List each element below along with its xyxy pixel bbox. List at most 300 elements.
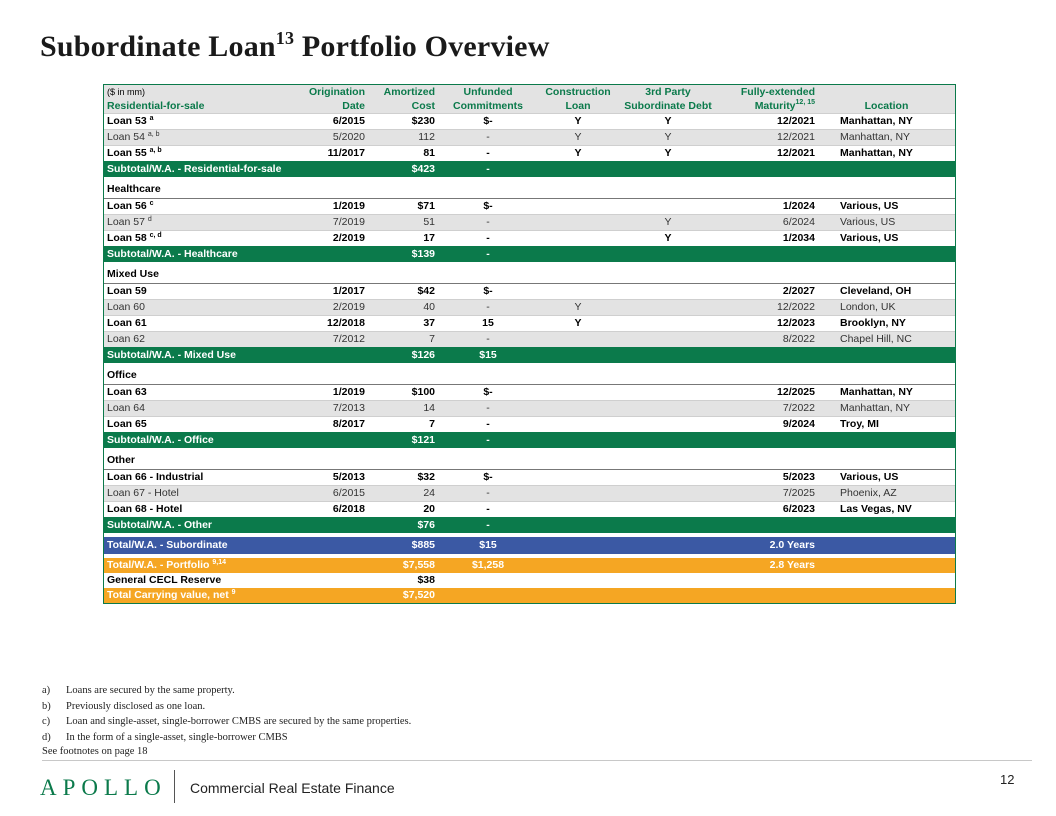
footnote-text: Loans are secured by the same property. bbox=[66, 685, 235, 696]
loan-footnote-ref: a, b bbox=[147, 131, 160, 138]
amortized-cost: $71 bbox=[368, 199, 438, 215]
footnote bbox=[42, 716, 411, 727]
construction-flag bbox=[538, 470, 618, 486]
loan-name-text: Loan 59 bbox=[107, 285, 147, 297]
footnote-text: Previously disclosed as one loan. bbox=[66, 700, 206, 712]
empty-cell bbox=[368, 448, 438, 470]
loan-name bbox=[104, 199, 294, 215]
loan-footnote-ref: c, d bbox=[149, 232, 162, 239]
page-title bbox=[40, 30, 550, 64]
construction-flag: Y bbox=[538, 114, 618, 130]
location: Various, US bbox=[818, 470, 955, 486]
origination-date: 7/2013 bbox=[294, 401, 368, 417]
unfunded-commitment: - bbox=[438, 486, 538, 502]
loan-name-text: Loan 58 bbox=[107, 232, 147, 244]
col-sub-debt: Subordinate Debt bbox=[618, 99, 718, 114]
col-loan: Loan bbox=[538, 99, 618, 114]
empty-cell bbox=[818, 177, 955, 199]
footer-tagline: Commercial Real Estate Finance bbox=[190, 780, 395, 796]
third-party-flag: Y bbox=[618, 215, 718, 231]
maturity-date: 5/2023 bbox=[718, 470, 818, 486]
subtotal-label: Subtotal/W.A. - Healthcare bbox=[104, 246, 294, 262]
construction-flag bbox=[538, 401, 618, 417]
see-footnotes: See footnotes on page 18 bbox=[42, 746, 148, 757]
origination-date: 7/2012 bbox=[294, 332, 368, 348]
loan-name-text: Loan 55 bbox=[107, 147, 147, 159]
origination-date: 12/2018 bbox=[294, 316, 368, 332]
unfunded-commitment: $- bbox=[438, 199, 538, 215]
table-row bbox=[104, 502, 955, 518]
subtotal-label: Subtotal/W.A. - Residential-for-sale bbox=[104, 161, 294, 177]
empty-cell bbox=[618, 558, 718, 573]
empty-cell bbox=[818, 347, 955, 363]
empty-cell bbox=[718, 432, 818, 448]
header-row-2 bbox=[104, 99, 955, 114]
empty-cell bbox=[618, 262, 718, 284]
third-party-flag: Y bbox=[618, 231, 718, 247]
empty-cell bbox=[618, 347, 718, 363]
table-row bbox=[104, 316, 955, 332]
empty-cell bbox=[818, 588, 955, 603]
subtotal-unfunded: - bbox=[438, 246, 538, 262]
empty-cell bbox=[538, 517, 618, 533]
location: Troy, MI bbox=[818, 417, 955, 433]
footnote bbox=[42, 701, 205, 712]
third-party-flag: Y bbox=[618, 130, 718, 146]
col-cost: Cost bbox=[368, 99, 438, 114]
table-row bbox=[104, 417, 955, 433]
subtotal-row bbox=[104, 432, 955, 448]
units-label: ($ in mm) bbox=[104, 85, 294, 99]
loan-name bbox=[104, 486, 294, 502]
empty-cell bbox=[538, 558, 618, 573]
unfunded-commitment: - bbox=[438, 231, 538, 247]
third-party-flag: Y bbox=[618, 146, 718, 162]
page-number: 12 bbox=[1000, 772, 1015, 787]
location: Manhattan, NY bbox=[818, 401, 955, 417]
origination-date: 1/2019 bbox=[294, 385, 368, 401]
third-party-flag bbox=[618, 300, 718, 316]
total-cost: $38 bbox=[368, 573, 438, 588]
unfunded-commitment: $- bbox=[438, 385, 538, 401]
subtotal-label: Subtotal/W.A. - Other bbox=[104, 517, 294, 533]
location: Manhattan, NY bbox=[818, 130, 955, 146]
origination-date: 11/2017 bbox=[294, 146, 368, 162]
empty-cell bbox=[718, 262, 818, 284]
maturity-date: 7/2025 bbox=[718, 486, 818, 502]
subtotal-unfunded: - bbox=[438, 517, 538, 533]
unfunded-commitment: 15 bbox=[438, 316, 538, 332]
origination-date: 7/2019 bbox=[294, 215, 368, 231]
maturity-date: 6/2024 bbox=[718, 215, 818, 231]
empty-cell bbox=[294, 347, 368, 363]
title-main: Subordinate Loan bbox=[40, 30, 276, 63]
total-cost: $885 bbox=[368, 537, 438, 554]
empty-cell bbox=[618, 588, 718, 603]
empty-cell bbox=[294, 558, 368, 573]
empty-cell bbox=[538, 177, 618, 199]
table-row bbox=[104, 385, 955, 401]
footnote-label: b) bbox=[42, 700, 51, 712]
construction-flag bbox=[538, 231, 618, 247]
unfunded-commitment: - bbox=[438, 401, 538, 417]
location: Various, US bbox=[818, 231, 955, 247]
origination-date: 6/2018 bbox=[294, 502, 368, 518]
amortized-cost: 112 bbox=[368, 130, 438, 146]
loan-name-text: Loan 53 bbox=[107, 115, 147, 127]
third-party-flag bbox=[618, 385, 718, 401]
third-party-flag bbox=[618, 284, 718, 300]
maturity-date: 1/2034 bbox=[718, 231, 818, 247]
title-tail: Portfolio Overview bbox=[294, 30, 550, 63]
amortized-cost: 20 bbox=[368, 502, 438, 518]
table-row bbox=[104, 146, 955, 162]
empty-cell bbox=[618, 363, 718, 385]
section-label: Other bbox=[104, 448, 294, 470]
subtotal-label: Subtotal/W.A. - Office bbox=[104, 432, 294, 448]
construction-flag bbox=[538, 502, 618, 518]
empty-cell bbox=[538, 448, 618, 470]
empty-cell bbox=[618, 177, 718, 199]
total-label-text: Total Carrying value, net bbox=[107, 589, 229, 601]
total-row bbox=[104, 537, 955, 554]
origination-date: 6/2015 bbox=[294, 486, 368, 502]
empty-cell bbox=[538, 262, 618, 284]
table-row bbox=[104, 215, 955, 231]
third-party-flag bbox=[618, 332, 718, 348]
maturity-date: 12/2021 bbox=[718, 130, 818, 146]
footnote-label: d) bbox=[42, 731, 51, 743]
footnote-text: Loan and single-asset, single-borrower CMBS are secured by the same properties. bbox=[66, 716, 412, 727]
total-footnote-ref: 9,14 bbox=[212, 559, 227, 566]
loan-name bbox=[104, 130, 294, 146]
table-row bbox=[104, 470, 955, 486]
loan-name bbox=[104, 284, 294, 300]
empty-cell bbox=[618, 517, 718, 533]
empty-cell bbox=[294, 537, 368, 554]
loan-footnote-ref: a bbox=[149, 115, 154, 122]
loan-name-text: Loan 62 bbox=[107, 333, 145, 345]
total-cost: $7,520 bbox=[368, 588, 438, 603]
footnote-label: a) bbox=[42, 685, 51, 696]
third-party-flag bbox=[618, 502, 718, 518]
section-label: Healthcare bbox=[104, 177, 294, 199]
empty-cell bbox=[718, 246, 818, 262]
origination-date: 1/2019 bbox=[294, 199, 368, 215]
col-amortized: Amortized bbox=[368, 85, 438, 99]
subtotal-cost: $76 bbox=[368, 517, 438, 533]
empty-cell bbox=[538, 347, 618, 363]
loan-name bbox=[104, 401, 294, 417]
total-label bbox=[104, 588, 294, 603]
section-header bbox=[104, 177, 955, 199]
empty-cell bbox=[438, 448, 538, 470]
loan-footnote-ref: c bbox=[149, 200, 154, 207]
empty-cell bbox=[618, 573, 718, 588]
location: London, UK bbox=[818, 300, 955, 316]
subtotal-row bbox=[104, 161, 955, 177]
loan-name bbox=[104, 300, 294, 316]
empty-cell bbox=[368, 177, 438, 199]
empty-cell bbox=[618, 448, 718, 470]
unfunded-commitment: - bbox=[438, 130, 538, 146]
col-location: Location bbox=[818, 99, 955, 114]
empty-cell bbox=[294, 588, 368, 603]
footer-divider bbox=[42, 760, 1032, 761]
third-party-flag bbox=[618, 470, 718, 486]
amortized-cost: 24 bbox=[368, 486, 438, 502]
loan-name bbox=[104, 470, 294, 486]
total-label-text: Total/W.A. - Portfolio bbox=[107, 559, 210, 571]
table-row bbox=[104, 231, 955, 247]
section-header bbox=[104, 448, 955, 470]
loan-name-text: Loan 56 bbox=[107, 200, 147, 212]
amortized-cost: 51 bbox=[368, 215, 438, 231]
empty-cell bbox=[294, 432, 368, 448]
amortized-cost: $230 bbox=[368, 114, 438, 130]
origination-date: 5/2013 bbox=[294, 470, 368, 486]
empty-cell bbox=[618, 246, 718, 262]
subtotal-row bbox=[104, 517, 955, 533]
empty-cell bbox=[618, 432, 718, 448]
unfunded-commitment: - bbox=[438, 332, 538, 348]
subtotal-cost: $121 bbox=[368, 432, 438, 448]
location: Manhattan, NY bbox=[818, 385, 955, 401]
unfunded-commitment: - bbox=[438, 146, 538, 162]
loan-name-text: Loan 64 bbox=[107, 402, 145, 414]
empty-cell bbox=[818, 262, 955, 284]
table-row bbox=[104, 401, 955, 417]
empty-cell bbox=[718, 161, 818, 177]
loan-footnote-ref: a, b bbox=[149, 147, 162, 154]
total-maturity bbox=[718, 573, 818, 588]
loan-footnote-ref: d bbox=[147, 216, 152, 223]
subtotal-cost: $126 bbox=[368, 347, 438, 363]
subtotal-unfunded: - bbox=[438, 161, 538, 177]
table-row bbox=[104, 114, 955, 130]
subtotal-row bbox=[104, 347, 955, 363]
total-maturity: 2.0 Years bbox=[718, 537, 818, 554]
empty-cell bbox=[294, 573, 368, 588]
empty-cell bbox=[294, 363, 368, 385]
amortized-cost: $42 bbox=[368, 284, 438, 300]
empty-cell bbox=[368, 363, 438, 385]
loan-name-text: Loan 57 bbox=[107, 216, 145, 228]
empty-cell bbox=[538, 161, 618, 177]
col-maturity bbox=[718, 99, 818, 114]
amortized-cost: 37 bbox=[368, 316, 438, 332]
header-row-1 bbox=[104, 85, 955, 99]
section-label: Mixed Use bbox=[104, 262, 294, 284]
amortized-cost: 40 bbox=[368, 300, 438, 316]
col-origination: Origination bbox=[294, 85, 368, 99]
unfunded-commitment: - bbox=[438, 502, 538, 518]
loan-name bbox=[104, 385, 294, 401]
total-cost: $7,558 bbox=[368, 558, 438, 573]
empty-cell bbox=[818, 246, 955, 262]
total-row bbox=[104, 573, 955, 588]
third-party-flag: Y bbox=[618, 114, 718, 130]
empty-cell bbox=[294, 262, 368, 284]
col-third-party: 3rd Party bbox=[618, 85, 718, 99]
empty-cell bbox=[718, 517, 818, 533]
third-party-flag bbox=[618, 486, 718, 502]
construction-flag bbox=[538, 385, 618, 401]
maturity-date: 12/2021 bbox=[718, 114, 818, 130]
empty-cell bbox=[718, 177, 818, 199]
third-party-flag bbox=[618, 316, 718, 332]
empty-cell bbox=[818, 517, 955, 533]
location: Cleveland, OH bbox=[818, 284, 955, 300]
subtotal-cost: $139 bbox=[368, 246, 438, 262]
maturity-date: 6/2023 bbox=[718, 502, 818, 518]
apollo-logo: APOLLO bbox=[40, 775, 167, 800]
empty-cell bbox=[538, 363, 618, 385]
construction-flag bbox=[538, 486, 618, 502]
loan-name bbox=[104, 114, 294, 130]
third-party-flag bbox=[618, 417, 718, 433]
subtotal-unfunded: - bbox=[438, 432, 538, 448]
construction-flag bbox=[538, 284, 618, 300]
table-row bbox=[104, 284, 955, 300]
subtotal-cost: $423 bbox=[368, 161, 438, 177]
construction-flag: Y bbox=[538, 146, 618, 162]
empty-cell bbox=[438, 363, 538, 385]
maturity-date: 7/2022 bbox=[718, 401, 818, 417]
portfolio-table bbox=[103, 84, 956, 604]
footnote-label: c) bbox=[42, 716, 51, 727]
total-maturity bbox=[718, 588, 818, 603]
construction-flag bbox=[538, 332, 618, 348]
loan-name bbox=[104, 215, 294, 231]
loan-name-text: Loan 66 - Industrial bbox=[107, 471, 204, 483]
total-row bbox=[104, 588, 955, 603]
total-label-text: Total/W.A. - Subordinate bbox=[107, 539, 228, 551]
empty-cell bbox=[538, 588, 618, 603]
maturity-date: 12/2023 bbox=[718, 316, 818, 332]
section-header bbox=[104, 363, 955, 385]
unfunded-commitment: $- bbox=[438, 284, 538, 300]
title-superscript: 13 bbox=[275, 28, 295, 48]
total-label bbox=[104, 537, 294, 554]
origination-date: 1/2017 bbox=[294, 284, 368, 300]
total-row bbox=[104, 558, 955, 573]
construction-flag: Y bbox=[538, 300, 618, 316]
empty-cell bbox=[294, 517, 368, 533]
maturity-date: 12/2021 bbox=[718, 146, 818, 162]
total-footnote-ref: 9 bbox=[231, 589, 236, 596]
amortized-cost: 14 bbox=[368, 401, 438, 417]
table-row bbox=[104, 486, 955, 502]
empty-cell bbox=[818, 558, 955, 573]
table-row bbox=[104, 199, 955, 215]
loan-name-text: Loan 60 bbox=[107, 301, 145, 313]
footnote bbox=[42, 732, 288, 743]
section-header bbox=[104, 262, 955, 284]
total-label bbox=[104, 573, 294, 588]
table-row bbox=[104, 130, 955, 146]
amortized-cost: 7 bbox=[368, 417, 438, 433]
table-row bbox=[104, 332, 955, 348]
amortized-cost: 7 bbox=[368, 332, 438, 348]
empty-cell bbox=[818, 161, 955, 177]
col-commitments: Commitments bbox=[438, 99, 538, 114]
unfunded-commitment: - bbox=[438, 215, 538, 231]
origination-date: 8/2017 bbox=[294, 417, 368, 433]
empty-cell bbox=[818, 537, 955, 554]
table-row bbox=[104, 300, 955, 316]
empty-cell bbox=[538, 432, 618, 448]
construction-flag: Y bbox=[538, 316, 618, 332]
loan-name-text: Loan 54 bbox=[107, 131, 145, 143]
empty-cell bbox=[294, 246, 368, 262]
empty-cell bbox=[718, 363, 818, 385]
category-residential: Residential-for-sale bbox=[104, 99, 294, 114]
location: Chapel Hill, NC bbox=[818, 332, 955, 348]
origination-date: 6/2015 bbox=[294, 114, 368, 130]
loan-name-text: Loan 65 bbox=[107, 418, 147, 430]
empty-cell bbox=[718, 347, 818, 363]
total-maturity: 2.8 Years bbox=[718, 558, 818, 573]
construction-flag bbox=[538, 199, 618, 215]
amortized-cost: $32 bbox=[368, 470, 438, 486]
empty-cell bbox=[818, 432, 955, 448]
total-unfunded: $15 bbox=[438, 537, 538, 554]
construction-flag bbox=[538, 417, 618, 433]
loan-name bbox=[104, 417, 294, 433]
col-construction: Construction bbox=[538, 85, 618, 99]
empty-cell bbox=[618, 161, 718, 177]
maturity-label: Maturity bbox=[754, 100, 796, 112]
empty-cell bbox=[538, 246, 618, 262]
construction-flag: Y bbox=[538, 130, 618, 146]
loan-name-text: Loan 67 - Hotel bbox=[107, 487, 179, 499]
loan-name bbox=[104, 146, 294, 162]
amortized-cost: 81 bbox=[368, 146, 438, 162]
maturity-date: 12/2025 bbox=[718, 385, 818, 401]
maturity-date: 2/2027 bbox=[718, 284, 818, 300]
maturity-date: 12/2022 bbox=[718, 300, 818, 316]
amortized-cost: $100 bbox=[368, 385, 438, 401]
maturity-date: 8/2022 bbox=[718, 332, 818, 348]
total-unfunded bbox=[438, 573, 538, 588]
total-unfunded: $1,258 bbox=[438, 558, 538, 573]
location: Various, US bbox=[818, 199, 955, 215]
empty-cell bbox=[818, 363, 955, 385]
empty-cell bbox=[438, 177, 538, 199]
empty-cell bbox=[294, 448, 368, 470]
total-unfunded bbox=[438, 588, 538, 603]
unfunded-commitment: - bbox=[438, 300, 538, 316]
unfunded-commitment: - bbox=[438, 417, 538, 433]
col-fully-extended: Fully-extended bbox=[718, 85, 818, 99]
maturity-date: 1/2024 bbox=[718, 199, 818, 215]
empty-cell bbox=[538, 537, 618, 554]
subtotal-label: Subtotal/W.A. - Mixed Use bbox=[104, 347, 294, 363]
loan-name bbox=[104, 332, 294, 348]
empty-cell bbox=[818, 448, 955, 470]
loan-name-text: Loan 68 - Hotel bbox=[107, 503, 183, 515]
col-date: Date bbox=[294, 99, 368, 114]
total-label-text: General CECL Reserve bbox=[107, 574, 222, 586]
location: Phoenix, AZ bbox=[818, 486, 955, 502]
maturity-superscript: 12, 15 bbox=[795, 99, 815, 106]
footnote bbox=[42, 685, 235, 696]
subtotal-unfunded: $15 bbox=[438, 347, 538, 363]
origination-date: 5/2020 bbox=[294, 130, 368, 146]
empty-cell bbox=[538, 573, 618, 588]
loan-name-text: Loan 61 bbox=[107, 317, 147, 329]
